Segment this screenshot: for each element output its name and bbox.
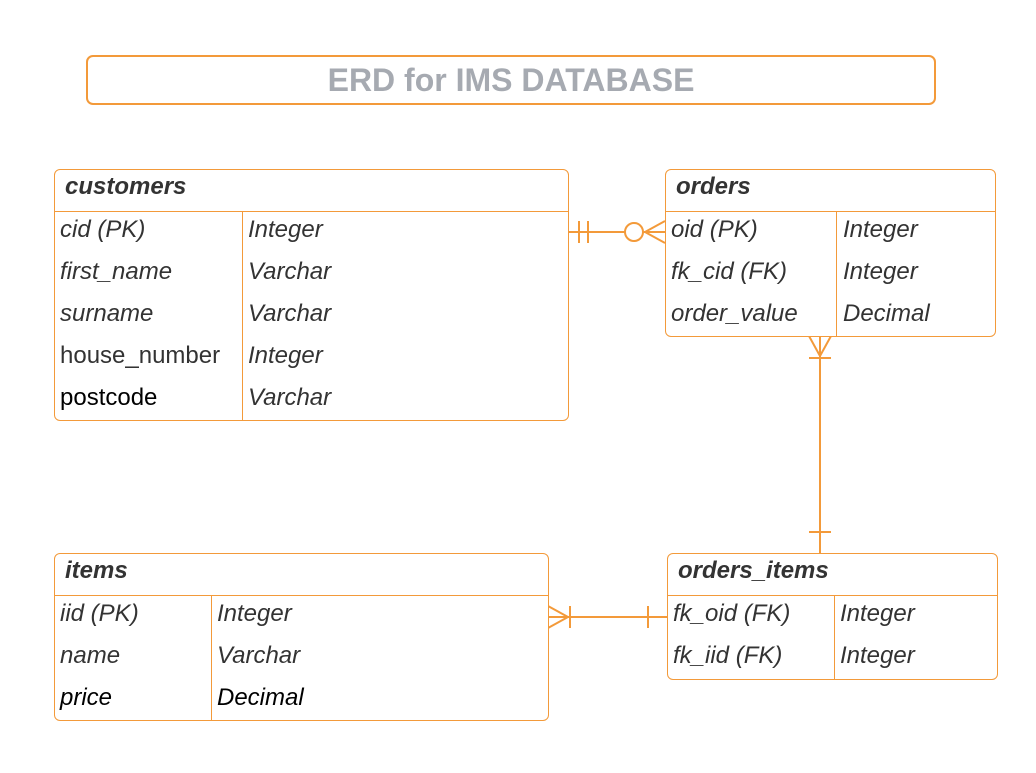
field-row bbox=[55, 338, 568, 380]
field-type: Integer bbox=[843, 258, 918, 285]
field-name: surname bbox=[60, 300, 154, 327]
field-type: Varchar bbox=[217, 642, 301, 669]
field-name: fk_oid (FK) bbox=[673, 600, 791, 627]
field-name: price bbox=[60, 684, 113, 711]
field-name: oid (PK) bbox=[671, 216, 758, 243]
entity-name: items bbox=[55, 554, 548, 596]
field-type: Varchar bbox=[248, 384, 332, 411]
field-name: fk_cid (FK) bbox=[671, 258, 788, 285]
field-type: Varchar bbox=[248, 300, 332, 327]
field-name: cid (PK) bbox=[60, 216, 146, 243]
field-row bbox=[666, 296, 995, 338]
relationship-orders-orders-items bbox=[809, 336, 831, 553]
field-type: Integer bbox=[840, 642, 915, 669]
field-type: Decimal bbox=[217, 684, 304, 711]
field-row bbox=[55, 638, 548, 680]
field-row bbox=[55, 380, 568, 422]
field-name: first_name bbox=[60, 258, 173, 285]
field-type: Integer bbox=[840, 600, 915, 627]
field-type: Varchar bbox=[248, 258, 332, 285]
entity-name: orders bbox=[666, 170, 995, 212]
field-row bbox=[55, 296, 568, 338]
field-type: Decimal bbox=[843, 300, 930, 327]
field-row bbox=[55, 596, 548, 638]
field-name: postcode bbox=[60, 384, 158, 411]
field-row bbox=[668, 638, 997, 680]
field-type: Integer bbox=[248, 216, 323, 243]
field-type: Integer bbox=[217, 600, 292, 627]
entity-items[interactable] bbox=[54, 553, 549, 721]
field-type: Integer bbox=[248, 342, 323, 369]
field-row bbox=[666, 254, 995, 296]
entity-name: orders_items bbox=[668, 554, 997, 596]
entity-orders-items[interactable] bbox=[667, 553, 998, 680]
field-name: name bbox=[60, 642, 121, 669]
field-row bbox=[55, 212, 568, 254]
entity-customers[interactable] bbox=[54, 169, 569, 421]
entity-name: customers bbox=[55, 170, 568, 212]
field-name: order_value bbox=[671, 300, 798, 327]
field-name: fk_iid (FK) bbox=[673, 642, 783, 669]
field-row bbox=[668, 596, 997, 638]
field-row bbox=[55, 254, 568, 296]
field-name: house_number bbox=[60, 342, 221, 369]
entity-orders[interactable] bbox=[665, 169, 996, 337]
relationship-items-orders-items bbox=[548, 606, 667, 628]
field-row bbox=[666, 212, 995, 254]
field-row bbox=[55, 680, 548, 722]
relationship-customers-orders bbox=[567, 221, 665, 243]
field-type: Integer bbox=[843, 216, 918, 243]
field-name: iid (PK) bbox=[60, 600, 139, 627]
diagram-title: ERD for IMS DATABASE bbox=[327, 61, 695, 98]
